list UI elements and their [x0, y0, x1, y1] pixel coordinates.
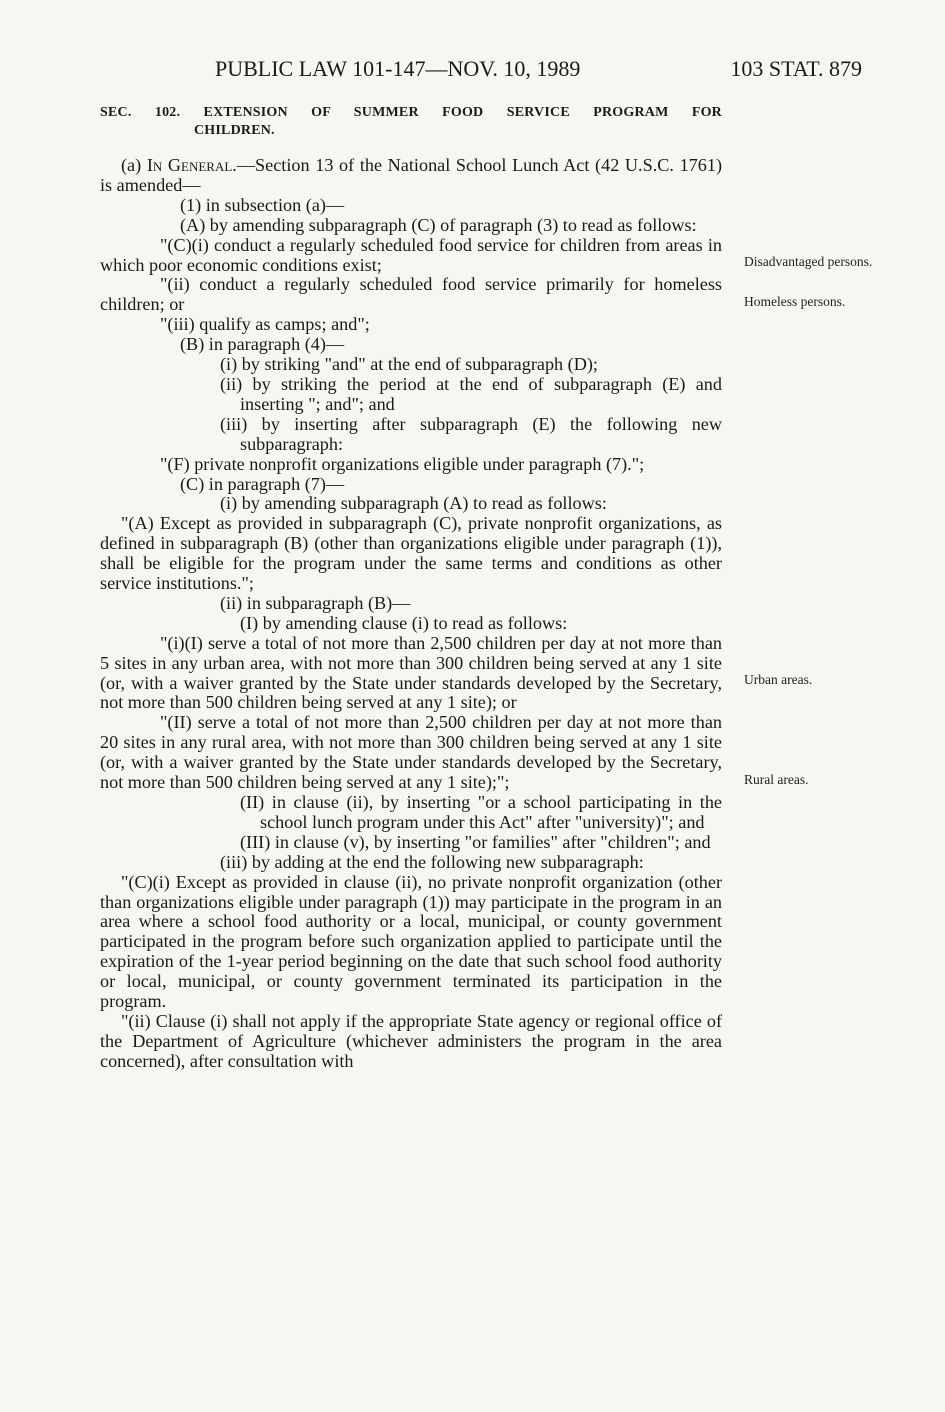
statute-paragraph: (iii) by adding at the end the following new subparagraph: [220, 851, 644, 872]
margin-note: Homeless persons. [744, 294, 846, 309]
margin-note: Urban areas. [744, 672, 813, 687]
statute-paragraph: (A) by amending subparagraph (C) of paragraph (3) to read as follows: [180, 214, 697, 235]
statute-paragraph: "(iii) qualify as camps; and"; [160, 314, 370, 335]
statute-paragraph: (I) by amending clause (i) to read as follows: [240, 612, 568, 633]
paragraph-list [100, 156, 722, 1072]
statute-paragraph: "(ii) Clause (i) shall not apply if the appropriate State agency or regional office of the Department of Agriculture (whichever administers the program in the area concerned), after consultation with [100, 1010, 722, 1071]
statute-paragraph: "(F) private nonprofit organizations eligible under paragraph (7)."; [160, 453, 645, 474]
statute-paragraph: "(C)(i) Except as provided in clause (ii), no private nonprofit organization (other than organizations eligible under paragraph (1)) may participate in the program in an area where a school food authority or a local, municipal, or county government participated in the program before such organization applied to participate until the expiration of the 1-year period beginning on the date that such school food authority or local, municipal, or county government terminated its participation in the program. [100, 871, 722, 1012]
statute-paragraph: (ii) by striking the period at the end of subparagraph (E) and inserting "; and"; and [220, 373, 722, 414]
body-text [100, 104, 722, 1072]
margin-note: Rural areas. [744, 772, 809, 787]
statute-paragraph: "(II) serve a total of not more than 2,500 children per day at not more than 20 sites in any rural area, with not more than 300 children being served at any 1 site (or, with a waiver granted by the State under standards developed by the Secretary, not more than 500 children being served at any 1 site);"; [100, 712, 722, 793]
header-stat-page: 103 STAT. 879 [730, 56, 862, 81]
margin-note: Disadvantaged persons. [744, 254, 873, 269]
statute-paragraph: (II) in clause (ii), by inserting "or a school participating in the school lunch program under this Act" after "university)"; and [240, 792, 722, 832]
statute-paragraph: (iii) by inserting after subparagraph (E) the following new subparagraph: [220, 413, 722, 454]
header-law-citation: PUBLIC LAW 101-147—NOV. 10, 1989 [215, 56, 581, 81]
statute-paragraph: (C) in paragraph (7)— [180, 473, 345, 494]
statute-paragraph: (ii) in subparagraph (B)— [220, 592, 411, 613]
statute-paragraph: (i) by amending subparagraph (A) to read as follows: [220, 493, 607, 514]
statute-paragraph: (i) by striking "and" at the end of subparagraph (D); [220, 354, 598, 375]
statute-paragraph: (a) In General.—Section 13 of the National School Lunch Act (42 U.S.C. 1761) is amended— [100, 155, 722, 195]
statute-paragraph: "(ii) conduct a regularly scheduled food service primarily for homeless children; or [100, 274, 722, 315]
statute-paragraph: (III) in clause (v), by inserting "or families" after "children"; and [240, 831, 711, 852]
running-header [100, 56, 862, 92]
statute-paragraph: (B) in paragraph (4)— [180, 334, 345, 355]
statute-paragraph: "(i)(I) serve a total of not more than 2,500 children per day at not more than 5 sites in any urban area, with not more than 300 children being served at any 1 site (or, with a waiver granted by the State under standards developed by the Secretary, not more than 500 children being served at any 1 site); or [100, 632, 722, 713]
section-heading: SEC. 102. EXTENSION OF SUMMER FOOD SERVICE PROGRAM FOR CHILDREN. [100, 105, 722, 138]
statute-paragraph: "(A) Except as provided in subparagraph (C), private nonprofit organizations, as defined in subparagraph (B) (other than organizations eligible under paragraph (1)), shall be eligible for the program under the same terms and conditions as other service institutions."; [100, 513, 722, 594]
statute-paragraph: "(C)(i) conduct a regularly scheduled food service for children from areas in which poor economic conditions exist; [100, 234, 722, 275]
statute-paragraph: (1) in subsection (a)— [180, 194, 345, 215]
